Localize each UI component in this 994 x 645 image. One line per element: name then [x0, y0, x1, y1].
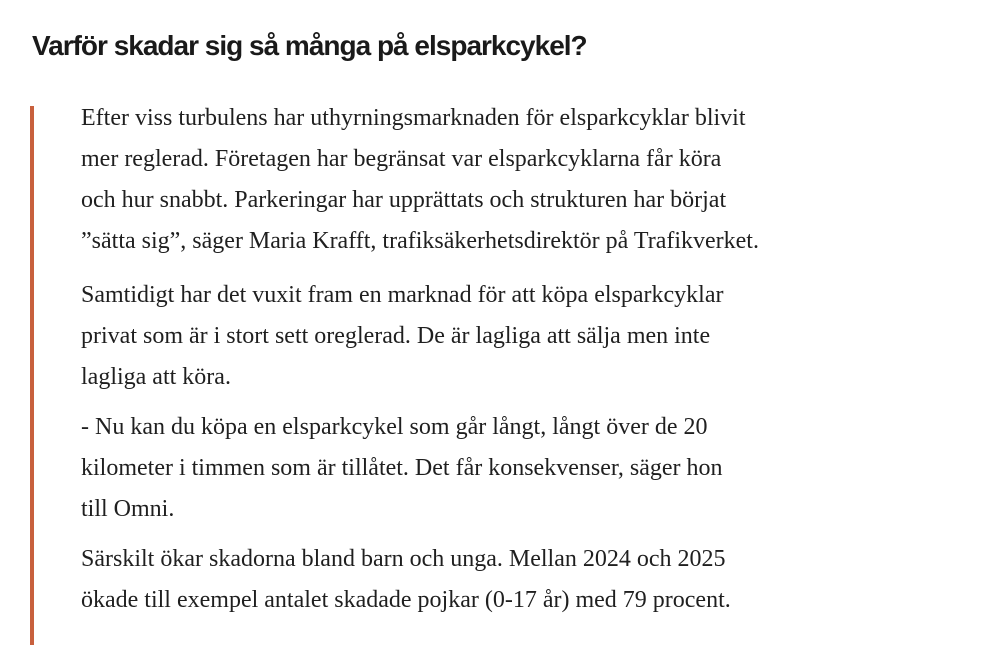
paragraph-line: ökade till exempel antalet skadade pojkar (0-17 år) med 79 procent.	[81, 587, 731, 613]
quote-paragraph-2	[81, 275, 723, 398]
quote-paragraph-1	[81, 98, 759, 262]
paragraph-line: Efter viss turbulens har uthyrningsmarknaden för elsparkcyklar blivit	[81, 105, 746, 131]
paragraph-line: till Omni.	[81, 496, 175, 522]
paragraph-line: privat som är i stort sett oreglerad. De är lagliga att sälja men inte	[81, 323, 711, 349]
blockquote	[30, 106, 990, 645]
paragraph-line: och hur snabbt. Parkeringar har upprättats och strukturen har börjat	[81, 187, 727, 213]
paragraph-line: mer reglerad. Företagen har begränsat var elsparkcyklarna får köra	[81, 146, 722, 172]
quote-paragraph-4	[81, 539, 731, 621]
paragraph-line: Samtidigt har det vuxit fram en marknad för att köpa elsparkcyklar	[81, 282, 724, 308]
paragraph-line: kilometer i timmen som är tillåtet. Det får konsekvenser, säger hon	[81, 455, 723, 481]
paragraph-line: ”sätta sig”, säger Maria Krafft, trafiksäkerhetsdirektör på Trafikverket.	[81, 228, 759, 254]
paragraph-line: lagliga att köra.	[81, 364, 231, 390]
quote-paragraph-3	[81, 407, 723, 530]
paragraph-line: - Nu kan du köpa en elsparkcykel som går långt, långt över de 20	[81, 414, 708, 440]
article-heading: Varför skadar sig så många på elsparkcykel?	[32, 30, 587, 61]
paragraph-line: Särskilt ökar skadorna bland barn och unga. Mellan 2024 och 2025	[81, 546, 726, 572]
